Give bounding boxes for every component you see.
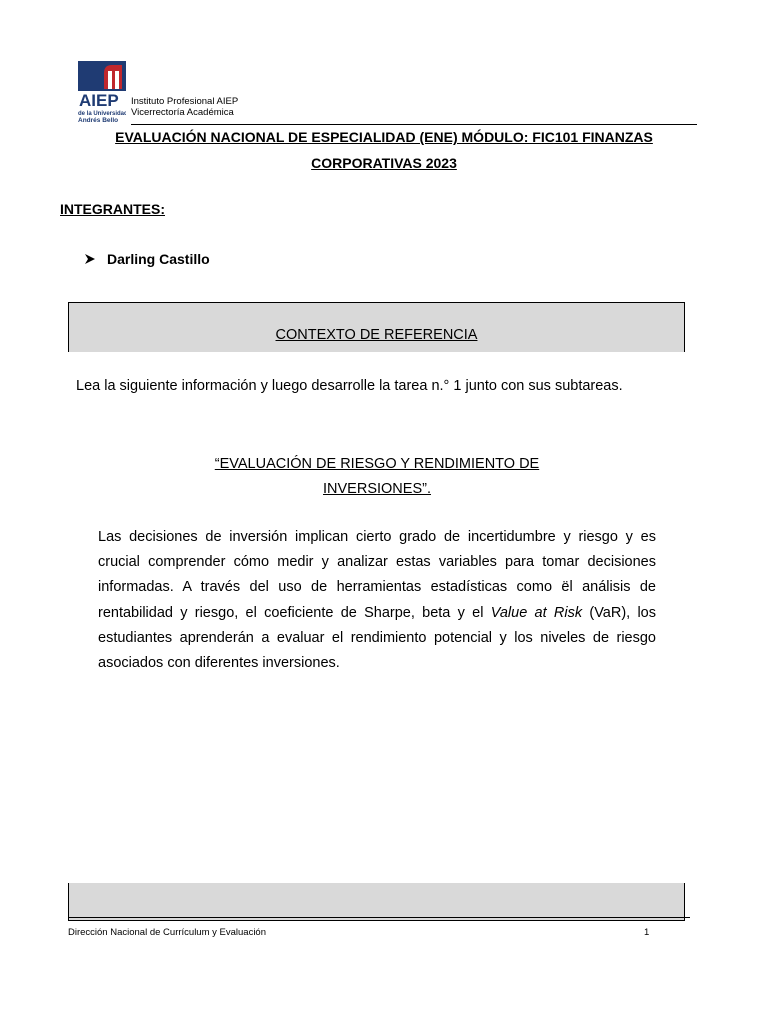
- paragraph-italic: Value at Risk: [490, 604, 583, 621]
- footer-rule: [68, 917, 690, 918]
- institution-name: [131, 96, 238, 118]
- logo-text: AIEP: [79, 91, 119, 110]
- case-title: [160, 452, 594, 502]
- case-title-line2: INVERSIONES”.: [323, 481, 431, 497]
- aiep-logo: [78, 61, 126, 123]
- bottom-shaded-box: [68, 883, 685, 921]
- case-title-line1: “EVALUACIÓN DE RIESGO Y RENDIMIENTO DE: [214, 456, 540, 472]
- paragraph-part1: Las decisiones de inversión implican cierto grado de incertidumbre y riesgo y es crucial comprender cómo medir y analizar estas variables para tomar decisiones informadas. A través del uso de herramientas estadísticas como ël análisis de rentabilidad y riesgo, el coeficiente de Sharpe, beta y el: [98, 529, 656, 621]
- page-title: [60, 124, 708, 176]
- arrow-bullet-icon: [84, 253, 96, 265]
- footer-text: Dirección Nacional de Currículum y Evaluación: [68, 927, 267, 938]
- institution-line2: Vicerrectoría Académica: [131, 107, 234, 118]
- logo-sub-line2: Andrés Bello: [78, 117, 119, 123]
- institution-line1: Instituto Profesional AIEP: [131, 96, 239, 107]
- title-line1: EVALUACIÓN NACIONAL DE ESPECIALIDAD (ENE) MÓDULO: FIC101 FINANZAS: [115, 129, 653, 145]
- title-line2: CORPORATIVAS 2023: [311, 155, 457, 171]
- member-name: Darling Castillo: [107, 251, 210, 267]
- member-list-item: [84, 251, 210, 267]
- logo-sub-line1: de la Universidad: [78, 111, 126, 117]
- integrantes-label: INTEGRANTES:: [60, 201, 165, 217]
- case-paragraph: [98, 525, 656, 676]
- instruction-text: Lea la siguiente información y luego desarrolle la tarea n.° 1 junto con sus subtareas.: [76, 378, 623, 394]
- page-number: 1: [644, 927, 650, 938]
- paragraph-part2: (VaR), los estudiantes aprenderán a evaluar el rendimiento potencial y los niveles de riesgo asociados con diferentes inversiones.: [98, 604, 656, 672]
- context-heading: CONTEXTO DE REFERENCIA: [275, 327, 478, 343]
